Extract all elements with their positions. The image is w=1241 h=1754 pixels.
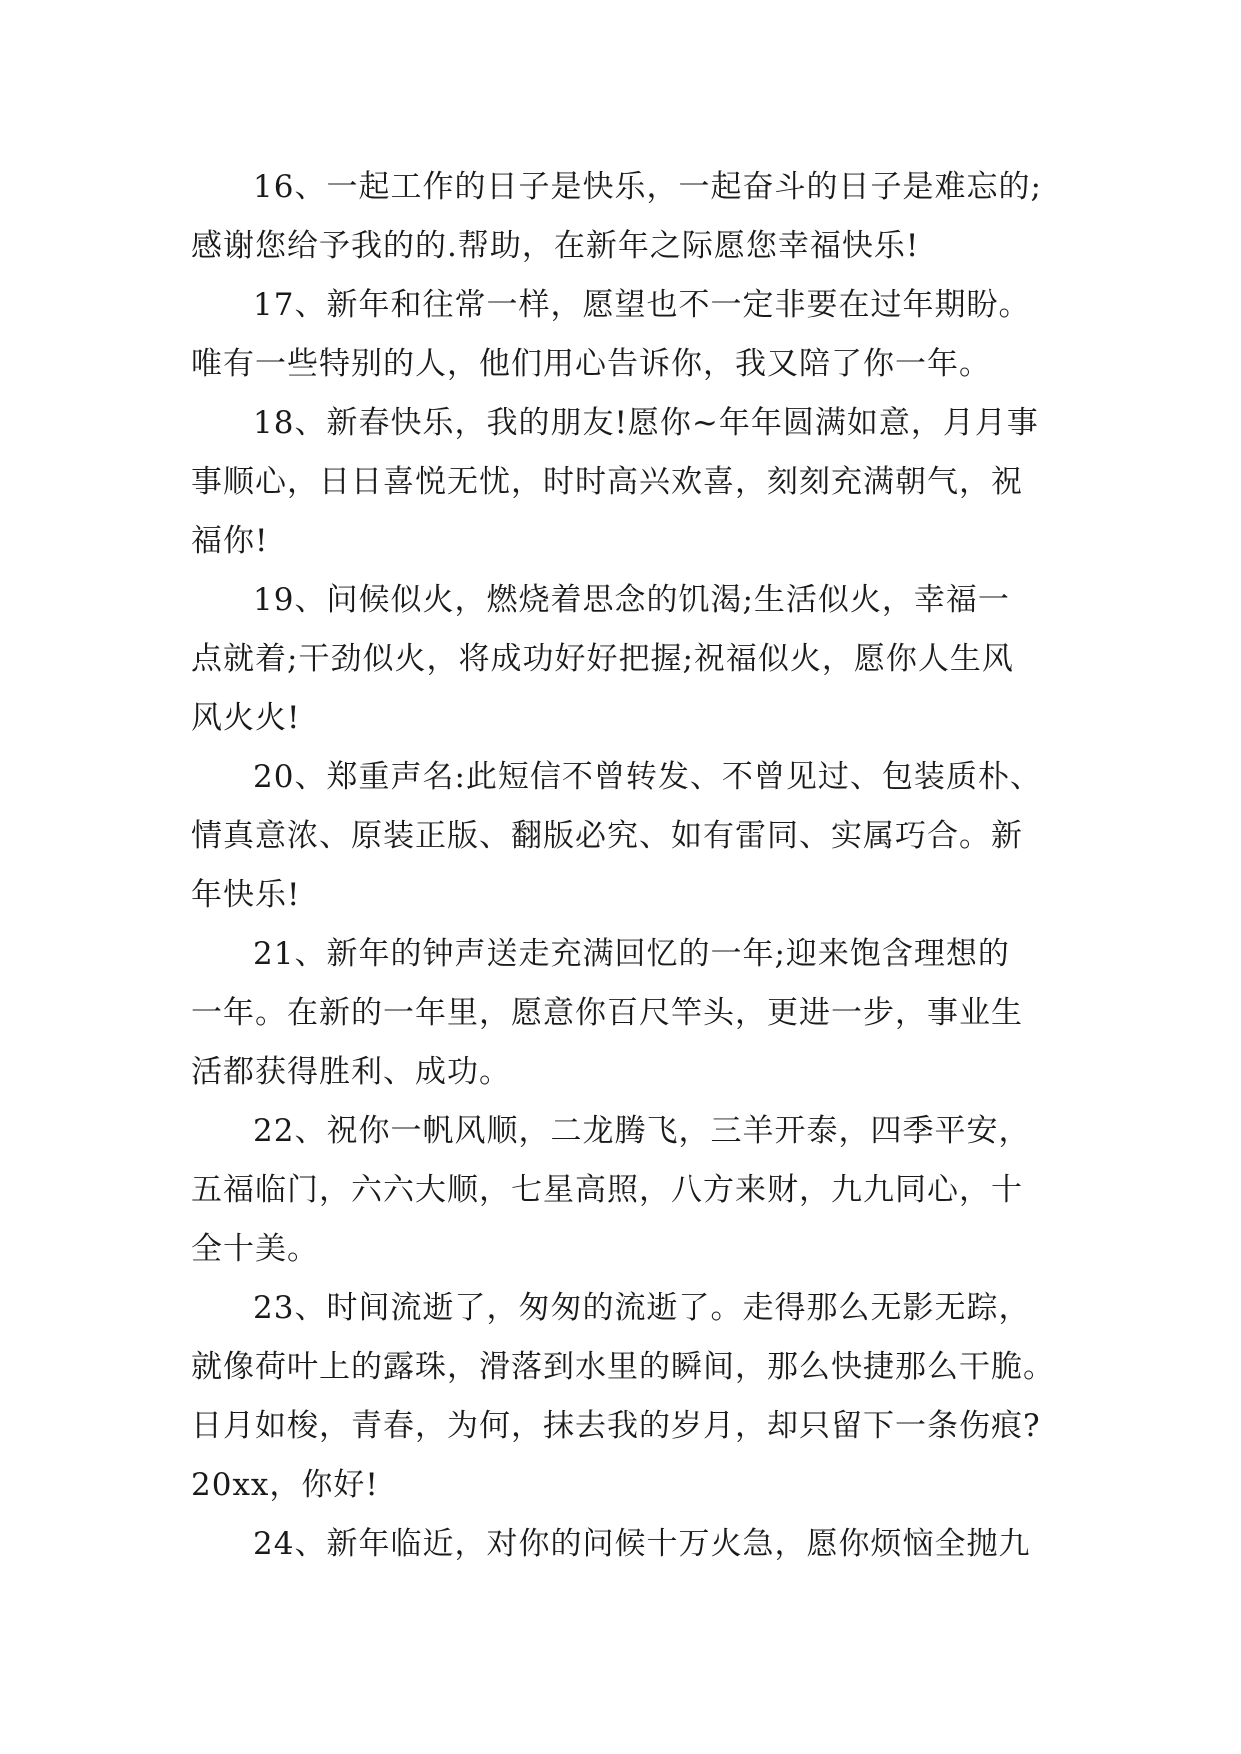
text-line: 20xx，你好! — [191, 1467, 379, 1503]
paragraph-23 — [191, 1279, 1055, 1515]
text-line: 事顺心，日日喜悦无忧，时时高兴欢喜，刻刻充满朝气，祝 — [191, 464, 1023, 500]
text-line: 就像荷叶上的露珠，滑落到水里的瞬间，那么快捷那么干脆。 — [191, 1349, 1055, 1385]
text-line: 一年。在新的一年里，愿意你百尺竿头，更进一步，事业生 — [191, 995, 1023, 1031]
paragraph-24 — [191, 1515, 1051, 1574]
paragraph-22 — [191, 1102, 1051, 1279]
paragraph-21 — [191, 925, 1051, 1102]
text-line: 风火火! — [191, 700, 301, 736]
text-line: 日月如梭，青春，为何，抹去我的岁月，却只留下一条伤痕? — [191, 1408, 1041, 1444]
text-line: 唯有一些特别的人，他们用心告诉你，我又陪了你一年。 — [191, 346, 991, 382]
paragraph-17 — [191, 276, 1051, 394]
text-line: 20、郑重声名:此短信不曾转发、不曾见过、包装质朴、 — [253, 759, 1042, 795]
text-line: 全十美。 — [191, 1231, 319, 1267]
text-line: 点就着;干劲似火，将成功好好把握;祝福似火，愿你人生风 — [191, 641, 1014, 677]
text-line: 福你! — [191, 523, 269, 559]
text-line: 24、新年临近，对你的问候十万火急，愿你烦恼全抛九 — [253, 1526, 1031, 1562]
text-line: 17、新年和往常一样，愿望也不一定非要在过年期盼。 — [253, 287, 1031, 323]
text-line: 23、时间流逝了，匆匆的流逝了。走得那么无影无踪， — [253, 1290, 1031, 1326]
text-line: 情真意浓、原装正版、翻版必究、如有雷同、实属巧合。新 — [191, 818, 1023, 854]
text-line: 19、问候似火，燃烧着思念的饥渴;生活似火，幸福一 — [253, 582, 1010, 618]
text-line: 五福临门，六六大顺，七星高照，八方来财，九九同心，十 — [191, 1172, 1023, 1208]
paragraph-19 — [191, 571, 1051, 748]
text-line: 年快乐! — [191, 877, 301, 913]
text-line: 22、祝你一帆风顺，二龙腾飞，三羊开泰，四季平安， — [253, 1113, 1031, 1149]
text-line: 16、一起工作的日子是快乐，一起奋斗的日子是难忘的; — [253, 169, 1042, 205]
paragraph-18 — [191, 394, 1051, 571]
text-line: 感谢您给予我的的.帮助，在新年之际愿您幸福快乐! — [191, 228, 920, 264]
paragraph-16 — [191, 158, 1051, 276]
document-body — [191, 158, 1055, 1574]
text-line: 18、新春快乐，我的朋友!愿你~年年圆满如意，月月事 — [253, 405, 1039, 441]
text-line: 活都获得胜利、成功。 — [191, 1054, 511, 1090]
text-line: 21、新年的钟声送走充满回忆的一年;迎来饱含理想的 — [253, 936, 1010, 972]
paragraph-20 — [191, 748, 1051, 925]
